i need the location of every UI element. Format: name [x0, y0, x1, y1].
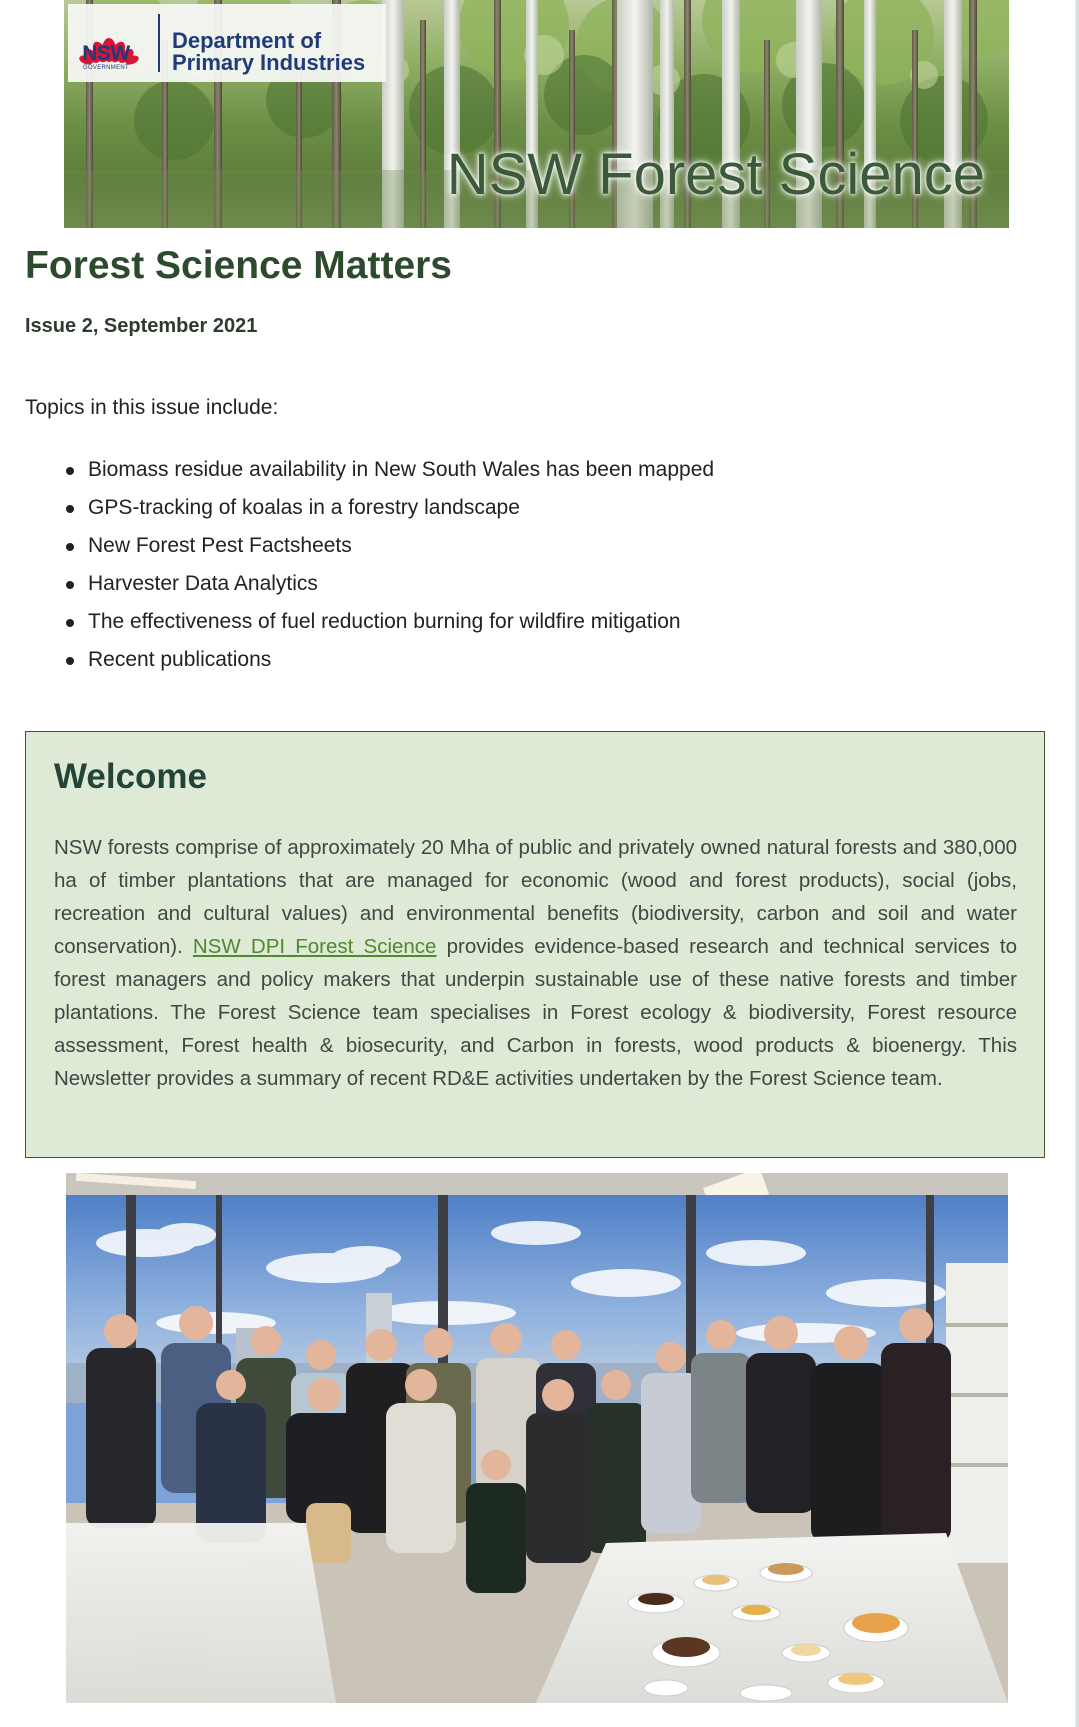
logo-divider [158, 14, 160, 72]
topic-item: New Forest Pest Factsheets [63, 532, 714, 570]
team-photo [66, 1173, 1008, 1703]
issue-date: Issue 2, September 2021 [25, 315, 258, 337]
banner-title: NSW Forest Science [446, 142, 985, 207]
welcome-paragraph [54, 831, 1017, 1095]
topics-list [63, 456, 714, 684]
header-banner [64, 0, 1009, 228]
logo-department-line2: Primary Industries [172, 50, 366, 75]
topic-item: Biomass residue availability in New South Wales has been mapped [63, 456, 714, 494]
nsw-dpi-logo[interactable] [68, 4, 386, 82]
logo-government-label: GOVERNMENT [82, 65, 129, 71]
topic-item: Recent publications [63, 646, 714, 684]
welcome-text-part2: provides evidence-based research and technical services to forest managers and policy makers that underpin sustainable use of these native forests and timber plantations. The Forest Science team specialises in Forest ecology & biodiversity, Forest resource assessment, Forest health & biosecurity, and Carbon in forests, wood products & bioenergy. This Newsletter provides a summary of recent RD&E activities undertaken by the Forest Science team. [54, 935, 1017, 1090]
topic-item: The effectiveness of fuel reduction burning for wildfire mitigation [63, 608, 714, 646]
welcome-box [25, 731, 1045, 1158]
logo-nsw-wordmark: NSW [82, 42, 130, 65]
topics-intro: Topics in this issue include: [25, 396, 279, 419]
topic-item: Harvester Data Analytics [63, 570, 714, 608]
welcome-heading: Welcome [54, 757, 208, 796]
forest-science-link[interactable]: NSW DPI Forest Science [192, 935, 437, 958]
logo-department-line1: Department of [172, 28, 322, 53]
page-edge [1075, 0, 1079, 1727]
logo-department-name [172, 30, 365, 74]
topic-item: GPS-tracking of koalas in a forestry landscape [63, 494, 714, 532]
newsletter-title: Forest Science Matters [25, 244, 453, 287]
team-group-photo-image [66, 1173, 1008, 1703]
welcome-text-part1: NSW forests comprise of approximately 20 Mha of public and privately owned natural forests and 380,000 ha of timber plantations that are managed for economic (wood and forest products), social (jobs, recreation and cultural values) and environmental benefits (biodiversity, carbon and soil and water conservation). [54, 836, 1017, 958]
